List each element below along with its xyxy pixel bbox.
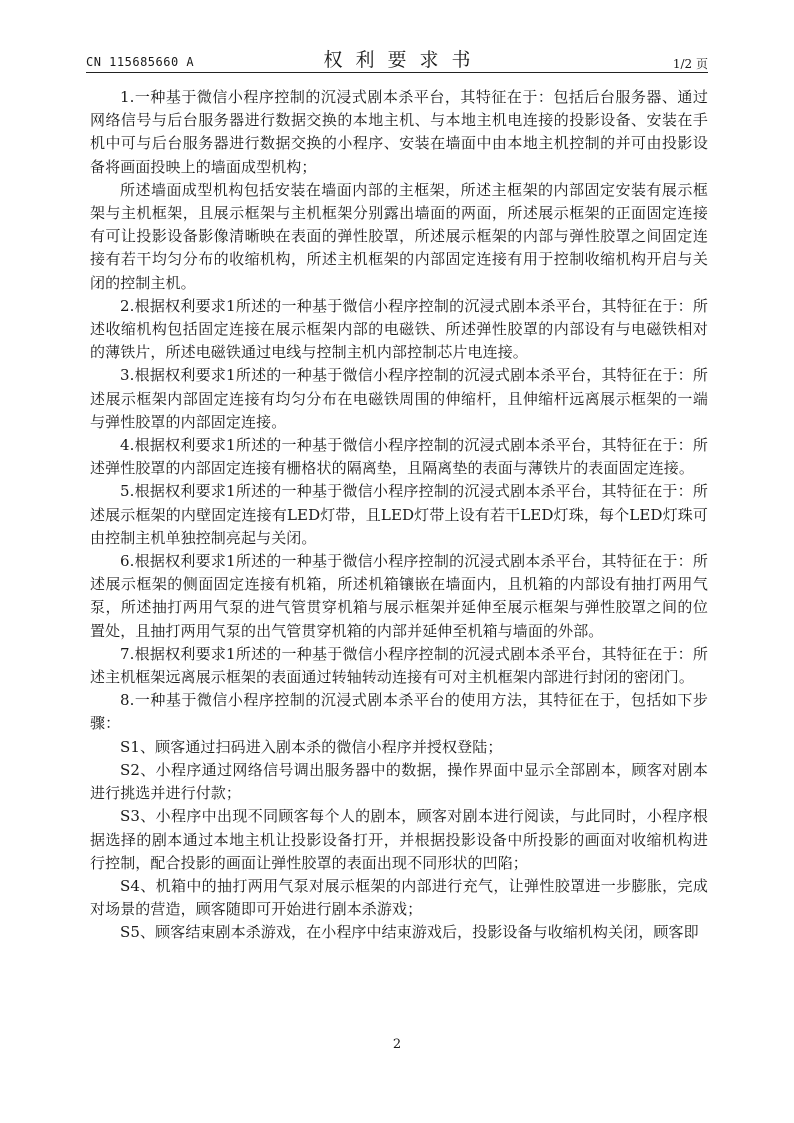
claims-body	[90, 86, 708, 945]
header-divider	[86, 72, 708, 73]
step-s4: S4、机箱中的抽打两用气泵对展示框架的内部进行充气，让弹性胶罩进一步膨胀，完成对场景的营造，顾客随即可开始进行剧本杀游戏；	[90, 876, 708, 919]
claim-8-paragraph: 8.一种基于微信小程序控制的沉浸式剧本杀平台的使用方法，其特征在于，包括如下步骤：	[90, 691, 708, 733]
claim-3-paragraph: 3.根据权利要求1所述的一种基于微信小程序控制的沉浸式剧本杀平台，其特征在于：所述展示框架内部固定连接有均匀分布在电磁铁周围的伸缩杆，且伸缩杆远离展示框架的一端与弹性胶罩的内部固定连接。	[90, 366, 708, 431]
page-number: 2	[392, 1037, 402, 1052]
claim-1-continuation: 所述墙面成型机构包括安装在墙面内部的主框架，所述主框架的内部固定安装有展示框架与主机框架，且展示框架与主机框架分别露出墙面的两面，所述展示框架的正面固定连接有可让投影设备影像清晰映在表面的弹性胶罩，所述展示框架的内部与弹性胶罩之间固定连接有若干均匀分布的收缩机构，所述主机框架的内部固定连接有用于控制收缩机构开启与关闭的控制主机。	[90, 180, 708, 292]
step-s3: S3、小程序中出现不同顾客每个人的剧本，顾客对剧本进行阅读，与此同时，小程序根据选择的剧本通过本地主机让投影设备打开，并根据投影设备中所投影的画面对收缩机构进行控制，配合投影的画面让弹性胶罩的表面出现不同形状的凹陷；	[90, 807, 708, 872]
publication-number: CN 115685660 A	[86, 55, 195, 69]
step-s2: S2、小程序通过网络信号调出服务器中的数据，操作界面中显示全部剧本，顾客对剧本进行挑选并进行付款；	[90, 760, 708, 803]
step-s1: S1、顾客通过扫码进入剧本杀的微信小程序并授权登陆；	[120, 737, 503, 756]
claim-1-paragraph: 1.一种基于微信小程序控制的沉浸式剧本杀平台，其特征在于：包括后台服务器、通过网络信号与后台服务器进行数据交换的本地主机、与本地主机电连接的投影设备、安装在手机中可与后台服务器进行数据交换的小程序、安装在墙面中由本地主机控制的并可由投影设备将画面投映上的墙面成型机构；	[90, 88, 708, 176]
document-title: 权利要求书	[323, 49, 484, 71]
claim-4-paragraph: 4.根据权利要求1所述的一种基于微信小程序控制的沉浸式剧本杀平台，其特征在于：所述弹性胶罩的内部固定连接有栅格状的隔离垫，且隔离垫的表面与薄铁片的表面固定连接。	[90, 436, 708, 478]
step-s5: S5、顾客结束剧本杀游戏，在小程序中结束游戏后，投影设备与收缩机构关闭，顾客即	[120, 923, 699, 942]
claim-7-paragraph: 7.根据权利要求1所述的一种基于微信小程序控制的沉浸式剧本杀平台，其特征在于：所述主机框架远离展示框架的表面通过转轴转动连接有可对主机框架内部进行封闭的密闭门。	[90, 644, 708, 687]
page-header	[86, 40, 708, 70]
page-indicator: 1/2 页	[672, 57, 708, 71]
claim-5-paragraph: 5.根据权利要求1所述的一种基于微信小程序控制的沉浸式剧本杀平台，其特征在于：所述展示框架的内壁固定连接有LED灯带，且LED灯带上设有若干LED灯珠，每个LED灯珠可由控制主机单独控制亮起与关闭。	[90, 482, 708, 547]
claim-2-paragraph: 2.根据权利要求1所述的一种基于微信小程序控制的沉浸式剧本杀平台，其特征在于：所述收缩机构包括固定连接在展示框架内部的电磁铁、所述弹性胶罩的内部设有与电磁铁相对的薄铁片，所述电磁铁通过电线与控制主机内部控制芯片电连接。	[90, 296, 708, 362]
claim-6-paragraph: 6.根据权利要求1所述的一种基于微信小程序控制的沉浸式剧本杀平台，其特征在于：所述展示框架的侧面固定连接有机箱，所述机箱镶嵌在墙面内，且机箱的内部设有抽打两用气泵，所述抽打两用气泵的进气管贯穿机箱与展示框架并延伸至展示框架与弹性胶罩之间的位置处，且抽打两用气泵的出气管贯穿机箱的内部并延伸至机箱与墙面的外部。	[90, 552, 708, 640]
